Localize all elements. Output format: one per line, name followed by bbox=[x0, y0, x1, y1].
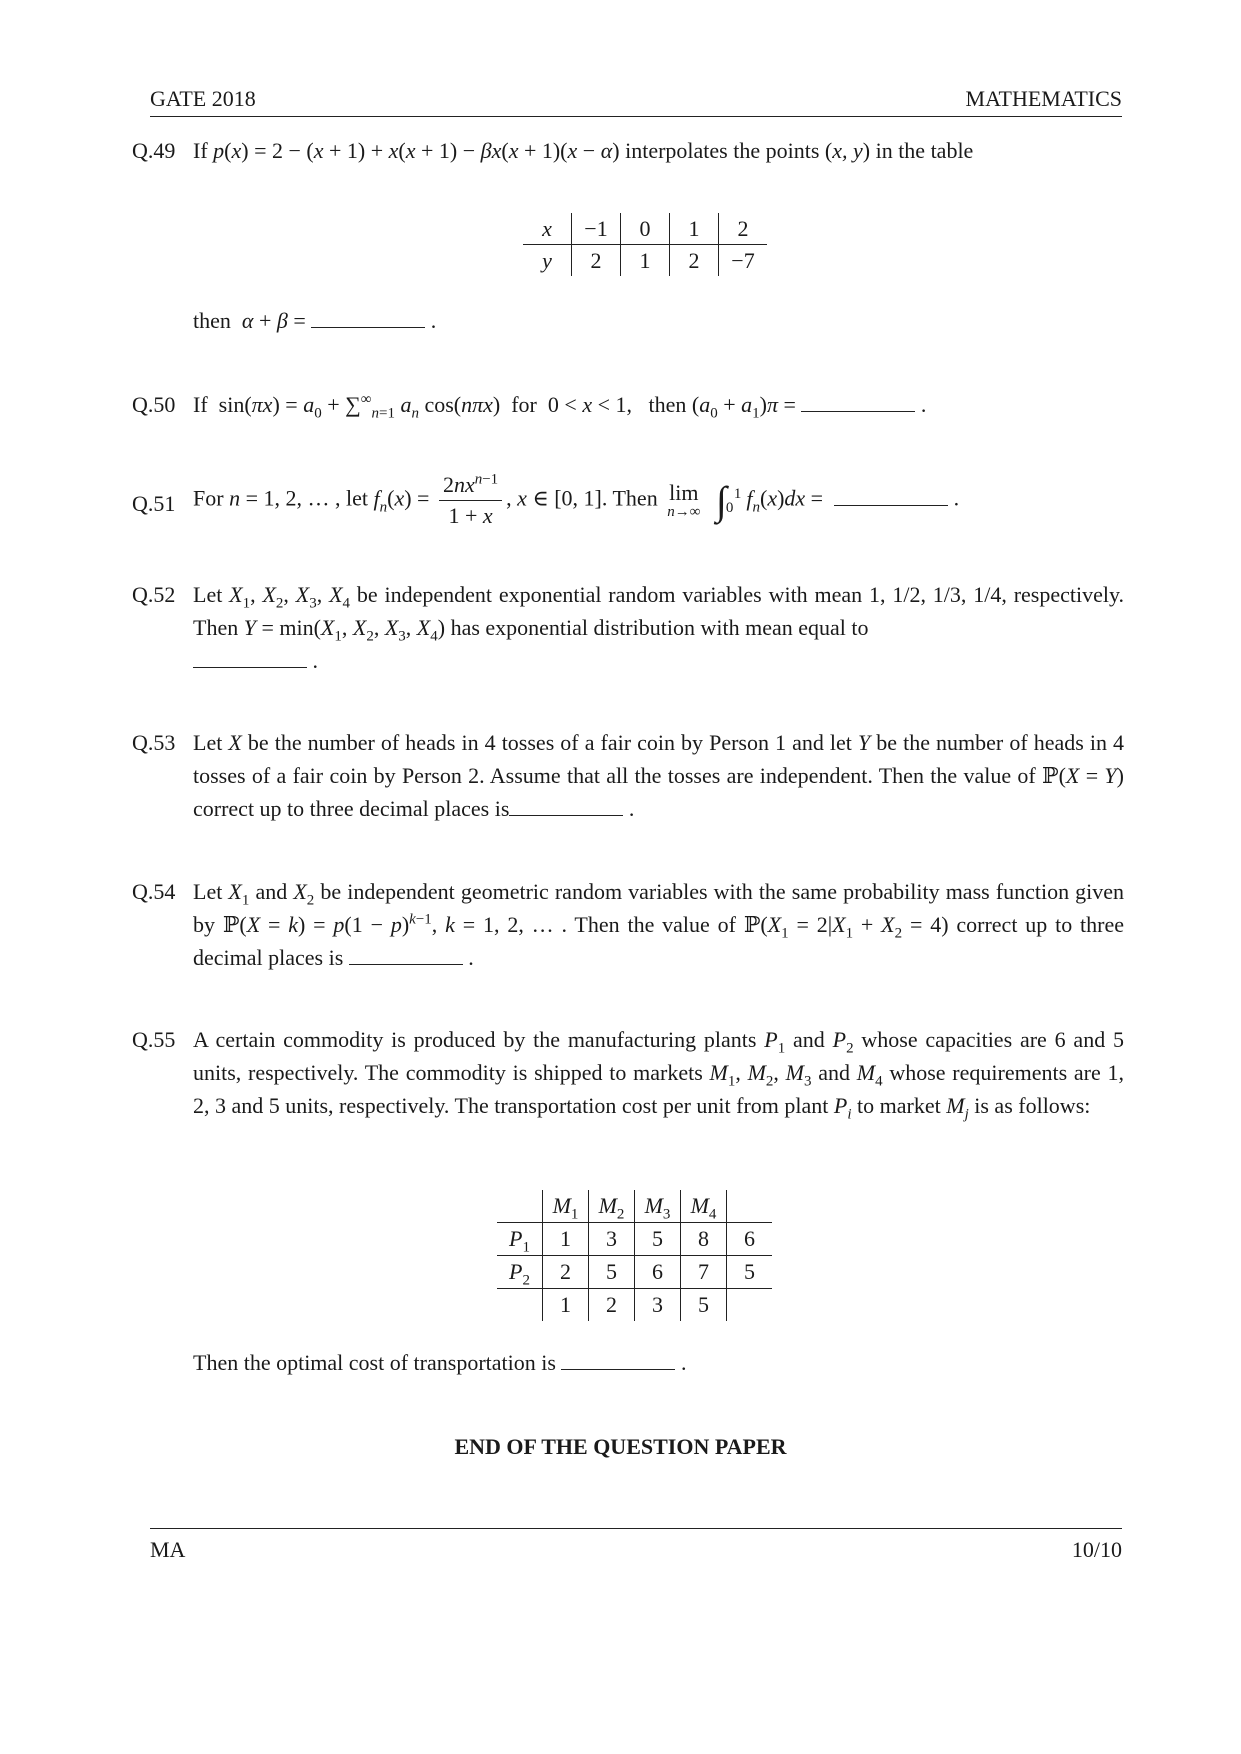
answer-blank bbox=[509, 795, 623, 816]
question-55-answer: Then the optimal cost of transportation is . bbox=[193, 1350, 687, 1375]
table-header-cell: $M_4$ bbox=[681, 1190, 727, 1223]
table-header-cell: $M_1$ bbox=[543, 1190, 589, 1223]
table-cell: 2 bbox=[670, 245, 719, 277]
table-cell: 5 bbox=[681, 1289, 727, 1322]
table-row bbox=[497, 1256, 772, 1289]
table-header-cell: x bbox=[523, 213, 572, 245]
table-cell: −1 bbox=[572, 213, 621, 245]
page-footer bbox=[150, 1528, 1122, 1571]
table-cell: 1 bbox=[621, 245, 670, 277]
table-cell: 8 bbox=[681, 1223, 727, 1256]
table-row-header: $P_1$ bbox=[497, 1223, 543, 1256]
page-number: 10/10 bbox=[1071, 1537, 1122, 1562]
exam-title: GATE 2018 bbox=[150, 86, 256, 111]
question-body: Let X be the number of heads in 4 tosses of a fair coin by Person 1 and let Y be the number of heads in 4 tosses of a fair coin by Person 2. Assume that all the tosses are independent. Then the value of ℙ(X = Y) correct up to three decimal places is . bbox=[193, 730, 1125, 821]
table-row bbox=[497, 1190, 772, 1223]
question-number: Q.50 bbox=[132, 392, 176, 417]
question-body: If $\sin(\pi x) = a_0 + \sum^\infty_{n=1}$ $a_n$ cos(nπx) for 0 < x < 1, then $(a_0 + a_1)\pi$ = . bbox=[193, 391, 927, 422]
question-body: For n = 1, 2, … , let $f_n(x)$ = $\frac{2nx^{n-1}}{1 + x}$ , x ∈ [0, 1]. Then lim n→∞ ∫ 1 0 $f_n(x)dx$ = . bbox=[193, 470, 1124, 531]
answer-blank bbox=[349, 944, 463, 965]
table-cell: 5 bbox=[635, 1223, 681, 1256]
question-number: Q.51 bbox=[132, 491, 176, 516]
table-row-header: $P_2$ bbox=[497, 1256, 543, 1289]
question-number: Q.52 bbox=[132, 582, 176, 607]
question-50 bbox=[132, 388, 1124, 421]
table-cell: 2 bbox=[543, 1256, 589, 1289]
table-cell: −7 bbox=[719, 245, 768, 277]
answer-blank bbox=[834, 485, 948, 506]
question-53 bbox=[132, 726, 1124, 825]
table-cell: 1 bbox=[543, 1289, 589, 1322]
table-row bbox=[523, 213, 767, 245]
answer-blank bbox=[801, 391, 915, 412]
table-row bbox=[523, 245, 767, 277]
question-body: If p(x) = 2 − (x + 1) + x(x + 1) − βx(x + 1)(x − α) interpolates the points (x, y) in the table bbox=[193, 138, 974, 163]
question-number: Q.53 bbox=[132, 730, 176, 755]
table-row bbox=[497, 1289, 772, 1322]
table-cell: 1 bbox=[543, 1223, 589, 1256]
question-54 bbox=[132, 875, 1124, 974]
page-header bbox=[150, 86, 1122, 117]
table-cell: 2 bbox=[719, 213, 768, 245]
table-cell: 0 bbox=[621, 213, 670, 245]
subject-title: MATHEMATICS bbox=[965, 86, 1122, 111]
question-51 bbox=[132, 470, 1124, 531]
table-cell: 6 bbox=[727, 1223, 773, 1256]
question-body: A certain commodity is produced by the manufacturing plants $P_1$ and $P_2$ whose capacities are 6 and 5 units, respectively. The commodity is shipped to markets $M_1$, $M_2$, $M_3$ and $M_4$ whose requirements are 1, 2, 3 and 5 units, respectively. The transportation cost per unit from plant $P_i$ to market $M_j$ is as follows: bbox=[193, 1027, 1125, 1123]
question-52 bbox=[132, 578, 1124, 677]
answer-blank bbox=[561, 1349, 675, 1370]
answer-blank bbox=[193, 647, 307, 668]
answer-blank bbox=[311, 307, 425, 328]
table-header-cell: $M_2$ bbox=[589, 1190, 635, 1223]
table-cell: 2 bbox=[572, 245, 621, 277]
interpolation-table bbox=[523, 213, 767, 276]
table-cell: 7 bbox=[681, 1256, 727, 1289]
table-cell: 3 bbox=[589, 1223, 635, 1256]
table-row bbox=[497, 1223, 772, 1256]
table-cell: 2 bbox=[589, 1289, 635, 1322]
table-cell: 6 bbox=[635, 1256, 681, 1289]
end-of-paper: END OF THE QUESTION PAPER bbox=[454, 1434, 787, 1459]
table-cell: 5 bbox=[589, 1256, 635, 1289]
question-number: Q.49 bbox=[132, 138, 176, 163]
question-49 bbox=[132, 134, 1124, 167]
table-cell: 3 bbox=[635, 1289, 681, 1322]
question-body: Let $X_1$, $X_2$, $X_3$, $X_4$ be independent exponential random variables with mean 1, 1/2, 1/3, 1/4, respectively. Then $Y = \min(X_1$, $X_2$, $X_3$, $X_4$) has exponential distribution with mean equal to . bbox=[193, 582, 1125, 673]
table-cell: 1 bbox=[670, 213, 719, 245]
question-number: Q.54 bbox=[132, 879, 176, 904]
fraction: $\frac{2nx^{n-1}}{1 + x}$ bbox=[439, 470, 502, 531]
table-header-cell: y bbox=[542, 247, 552, 273]
question-55 bbox=[132, 1023, 1124, 1122]
question-body: Let $X_1$ and $X_2$ be independent geometric random variables with the same probability mass function given by ℙ(X = $k) = p(1 - p)^{k-1}$, k = 1, 2, … . Then the value of $ℙ(X_1 = 2|X_1 + X_2 = 4)$ correct up to three decimal places is . bbox=[193, 879, 1125, 970]
question-number: Q.55 bbox=[132, 1027, 176, 1052]
paper-code: MA bbox=[150, 1537, 186, 1562]
table-header-cell: $M_3$ bbox=[635, 1190, 681, 1223]
transportation-table bbox=[497, 1190, 772, 1321]
question-49-answer: then α + β = . bbox=[193, 308, 437, 333]
table-cell: 5 bbox=[727, 1256, 773, 1289]
